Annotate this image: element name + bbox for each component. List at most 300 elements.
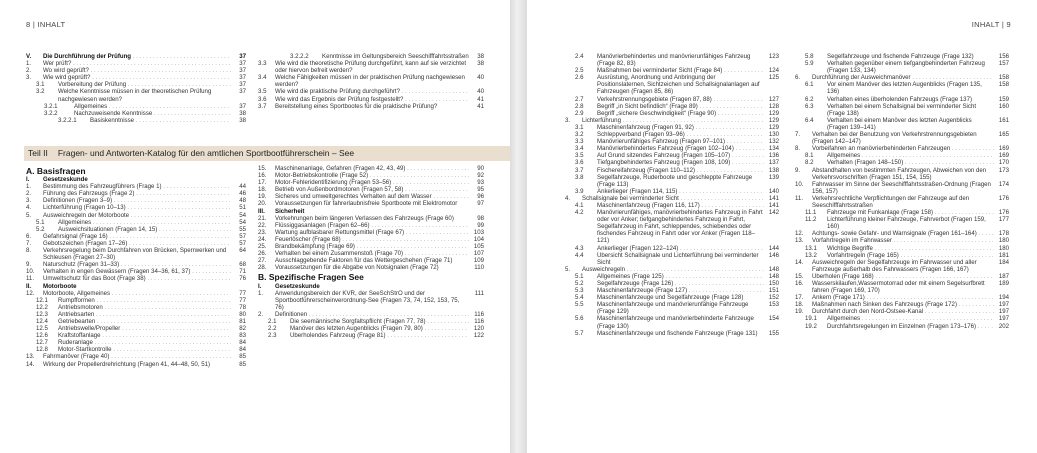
toc-entry-title: Fischereifahrzeug (Fragen 110–112) . . . (597, 167, 764, 174)
toc-entry-number: 3.5 (575, 152, 584, 160)
left-page (0, 0, 510, 453)
toc-entry-title: Verkehrsregelung beim Durchfahren von Brücken, Sperrwerken und Schleusen (Fragen 27–30) (43, 247, 227, 262)
toc-entry-page: 174 (998, 180, 1009, 188)
toc-column (795, 53, 1009, 330)
toc-entry-page: 155 (768, 329, 779, 337)
toc-entry-number: 26. (258, 250, 267, 258)
toc-entry-title: Wie wird die praktische Prüfung durchgeführt? . . . (275, 88, 469, 95)
toc-column (258, 165, 484, 339)
toc-entry-page: 146 (768, 251, 779, 259)
toc-entry-number: 12.3 (36, 310, 48, 318)
toc-entry-page: 37 (239, 53, 246, 60)
toc-entry-page: 197 (998, 308, 1009, 316)
toc-entry-page: 80 (239, 310, 246, 318)
toc-entry (258, 186, 484, 193)
toc-entry (565, 330, 779, 337)
toc-entry (795, 216, 1009, 230)
toc-entry (795, 230, 1009, 237)
toc-entry (565, 152, 779, 159)
toc-entry (565, 145, 779, 152)
toc-entry-title: Wie wird die theoretische Prüfung durchgeführt, kann auf sie verzichtet oder hiervon befreit werden? (275, 60, 467, 75)
toc-entry-page: 122 (473, 332, 484, 340)
toc-entry-number: 5.3 (575, 287, 584, 295)
toc-entry (565, 252, 779, 266)
toc-entry (795, 159, 1009, 166)
toc-entry-number: 5. (26, 211, 32, 219)
toc-entry-title: Motorboote, Allgemeines . . . (43, 290, 231, 297)
toc-entry-title: Motor-Betriebskontrolle (Frage 52) . . . (275, 172, 469, 179)
toc-entry (258, 96, 484, 103)
toc-entry-title: Fahrzeuge mit Funkanlage (Frage 158) . . . (827, 209, 994, 216)
toc-entry (26, 103, 246, 110)
toc-entry-page: 129 (768, 116, 779, 124)
toc-entry-number: 3.2.2.1 (58, 116, 77, 124)
toc-entry (565, 159, 779, 166)
toc-entry-title: Sicherheit (275, 207, 305, 215)
toc-entry-number: 18. (258, 186, 267, 194)
toc-entry-title: Maschinenfahrzeuge und manövrierbehinderte Fahrzeuge (Frage 130) (597, 315, 754, 330)
toc-entry (565, 167, 779, 174)
toc-entry-number: 2.9 (575, 109, 584, 117)
toc-entry-page: 125 (768, 74, 779, 82)
toc-entry-title: Begriff „sichere Geschwindigkeit“ (Frage 90) . . . (597, 110, 764, 117)
toc-entry-title: Überholen (Frage 168) . . . (812, 273, 994, 280)
toc-entry-page: 144 (768, 244, 779, 252)
toc-entry-title: Voraussetzungen für fahrerlaubnisfreie Sportboote mit Elektromotor (275, 200, 458, 208)
toc-entry-number: 12.6 (36, 332, 48, 340)
toc-entry (26, 60, 246, 67)
toc-entry (26, 74, 246, 81)
toc-entry-number: 12.4 (36, 317, 48, 325)
toc-entry (795, 245, 1009, 252)
toc-entry-number: 13.1 (805, 244, 817, 252)
toc-entry-title: Wasserskilaufen,Wassermotorrad oder mit einem Segelsurfbrett fahren (Fragen 169, 170) (812, 280, 985, 295)
toc-entry (565, 195, 779, 202)
toc-entry-title: Ausweichregeln . . . (582, 266, 764, 273)
toc-entry-page: 83 (239, 332, 246, 340)
toc-column (26, 53, 246, 124)
toc-entry-title: Wartung aufblasbarer Rettungsmittel (Frage 67) . . . (275, 229, 469, 236)
toc-entry-title: Definitionen (Fragen 3–9) . . . (43, 197, 231, 204)
toc-entry-title: Kraftstoffanlage . . . (58, 332, 231, 339)
toc-entry-number: 4.4 (575, 251, 584, 259)
toc-entry-title: Gesetzeskunde (275, 282, 320, 290)
toc-entry-page: 177 (998, 216, 1009, 224)
toc-entry (26, 304, 246, 311)
toc-entry-page: 151 (768, 287, 779, 295)
toc-entry (795, 74, 1009, 81)
toc-entry-number: 12.8 (36, 346, 48, 354)
toc-entry-page: 95 (477, 186, 484, 194)
toc-entry-number: 3.6 (575, 159, 584, 167)
toc-entry (26, 53, 246, 60)
toc-entry-number: 18. (795, 301, 804, 309)
toc-entry-number: 9. (795, 166, 801, 174)
toc-entry-title: Sicheres und umweltgerechtes Verhalten auf dem Wasser . . . (275, 193, 469, 200)
toc-entry (795, 259, 1009, 273)
toc-entry-number: 2.5 (575, 67, 584, 75)
toc-entry (795, 301, 1009, 308)
toc-entry-page: 176 (998, 209, 1009, 217)
toc-entry-number: 5.2 (575, 280, 584, 287)
toc-entry-number: 17. (258, 179, 267, 187)
toc-entry-page: 51 (239, 204, 246, 212)
toc-entry-page: 129 (768, 123, 779, 131)
toc-entry-number: 15. (258, 165, 267, 172)
toc-entry-page: 84 (239, 346, 246, 354)
toc-entry (258, 60, 484, 74)
toc-entry-title: Voraussetzungen für die Abgabe von Notsignalen (Frage 72) (275, 264, 439, 272)
toc-entry-title: Segelfahrzeuge (Frage 126) . . . (597, 280, 764, 287)
toc-entry-page: 107 (473, 250, 484, 258)
toc-entry (565, 287, 779, 294)
toc-entry-page: 84 (239, 339, 246, 347)
toc-entry-number: III. (258, 207, 265, 215)
toc-entry (795, 152, 1009, 159)
toc-entry-number: 3.2.2.2 (290, 53, 309, 60)
toc-entry-page: 77 (239, 289, 246, 297)
toc-entry (258, 264, 484, 271)
toc-entry-title: Maschinenfahrzeug (Fragen 91, 92) . . . (597, 124, 764, 131)
toc-entry-title: Vorfahrtregeln (Frage 165) . . . (827, 252, 994, 259)
toc-entry (565, 245, 779, 252)
toc-entry-number: 12.1 (36, 296, 48, 304)
toc-entry-page: 194 (998, 294, 1009, 302)
toc-entry-title: Bereitstellung eines Sportbootes für die praktische Prüfung? (275, 102, 438, 110)
toc-entry (258, 179, 484, 186)
toc-entry-number: 22. (258, 221, 267, 229)
toc-entry-number: 3.3 (258, 60, 267, 68)
toc-entry-title: Manöver des letzten Augenblicks (Fragen 79, 80) . . . (290, 325, 469, 332)
toc-entry-page: 37 (239, 60, 246, 68)
toc-entry-page: 141 (768, 194, 779, 202)
toc-entry-number: 4. (565, 194, 571, 202)
toc-entry (565, 74, 779, 95)
toc-entry-title: Ankern (Frage 171) . . . (812, 294, 994, 301)
toc-entry-number: 6.2 (805, 95, 814, 103)
toc-entry-title: Ankerlieger (Fragen 114, 115) . . . (597, 188, 764, 195)
toc-entry-title: Rumpfformen . . . (58, 297, 231, 304)
toc-entry-page: 154 (768, 315, 779, 323)
toc-entry-page: 71 (239, 268, 246, 276)
toc-entry (565, 202, 779, 209)
toc-entry-number: II. (26, 282, 32, 290)
toc-entry-title: Welche Kenntnisse müssen in der theoretischen Prüfung nachgewiesen werden? (58, 88, 212, 103)
toc-entry-page: 37 (239, 67, 246, 75)
toc-entry-number: 5.1 (36, 218, 45, 226)
toc-entry (26, 190, 246, 197)
toc-entry-page: 180 (998, 244, 1009, 252)
toc-entry-page: 181 (998, 251, 1009, 259)
toc-entry-page: 68 (239, 261, 246, 269)
toc-entry-number: 3.2.1 (44, 102, 58, 110)
toc-entry-number: 10. (795, 180, 804, 188)
toc-entry-number: 2. (26, 190, 32, 198)
toc-entry-number: 24. (258, 235, 267, 243)
toc-section-heading (258, 274, 484, 281)
toc-entry-page: 139 (768, 173, 779, 181)
toc-entry-page: 97 (477, 200, 484, 208)
toc-entry-title: Antriebsarten . . . (58, 311, 231, 318)
toc-entry-number: 14. (795, 258, 804, 266)
toc-entry (795, 60, 1009, 74)
toc-entry (258, 172, 484, 179)
toc-entry-title: Manövrierunfähiges, manövrierbehindertes Fahrzeug in Fahrt oder vor Anker; tiefgangbehindertes Fahrzeug in Fahrt, Segelfahrzeug in Fahrt, schleppendes, schiebendes oder fischendes Fahrzeug in Fahrt oder vor Anker (Fragen 118–121) (597, 209, 763, 245)
toc-entry-page: 85 (239, 353, 246, 361)
toc-entry-title: Schallsignale bei verminderter Sicht . . . (582, 195, 764, 202)
toc-entry-number: 13. (795, 237, 804, 245)
toc-entry (26, 110, 246, 117)
toc-entry-number: 3.2 (575, 131, 584, 139)
toc-entry-title: Allgemeines . . . (58, 219, 231, 226)
toc-entry-number: 2.3 (268, 332, 277, 340)
toc-entry-title: Führung des Fahrzeugs (Frage 2) . . . (43, 190, 231, 197)
toc-entry-title: Wie wird das Ergebnis der Prüfung festgestellt? . . . (275, 96, 469, 103)
toc-entry-page: 37 (239, 74, 246, 82)
toc-entry-title: Durchfahrtsregelungen im Einzelnen (Fragen 173–176) . . . (827, 323, 994, 330)
toc-entry (258, 243, 484, 250)
part-number: Teil II (28, 148, 48, 158)
toc-entry-page: 148 (768, 265, 779, 273)
toc-entry (26, 233, 246, 240)
toc-column (565, 53, 779, 337)
toc-entry-page: 111 (474, 289, 484, 297)
toc-entry (258, 193, 484, 200)
toc-entry-page: 98 (477, 214, 484, 222)
toc-entry-title: Ankerlieger (Fragen 122–124) . . . (597, 245, 764, 252)
toc-entry-title: Maschinenfahrzeuge und fischende Fahrzeuge (Frage 131) (597, 329, 758, 337)
toc-entry (565, 53, 779, 67)
toc-entry-page: 116 (474, 310, 484, 318)
toc-entry-title: Ausweichregeln der Motorboote . . . (43, 212, 231, 219)
toc-entry-title: Allgemeines . . . (827, 315, 994, 322)
toc-entry-title: Übersicht Schallsignale und Lichterführung bei verminderter Sicht (597, 251, 759, 266)
toc-entry-page: 48 (239, 197, 246, 205)
toc-entry (26, 311, 246, 318)
toc-entry-title: Kenntnisse im Geltungsbereich Seeschifffahrtsstraßen (322, 53, 469, 60)
toc-entry (565, 96, 779, 103)
toc-entry-title: Vorbereitung der Prüfung . . . (58, 81, 231, 88)
toc-entry-number: 2. (26, 67, 32, 75)
toc-entry-page: 161 (998, 116, 1009, 124)
toc-entry-page: 170 (998, 159, 1009, 167)
toc-entry-number: 4.2 (575, 209, 584, 217)
toc-entry-title: Ausweichregeln der Segelfahrzeuge im Fahrwasser und aller Fahrzeuge außerhalb des Fahrwassers (Fragen 166, 167) (812, 258, 977, 273)
toc-entry (258, 229, 484, 236)
toc-entry-page: 189 (998, 280, 1009, 287)
toc-entry-title: Abstandhalten von bestimmten Fahrzeugen, Abweichen von den Verkehrsvorschriften (Fragen 151, 154, 155) (812, 166, 987, 181)
toc-entry-title: Begriff „in Sicht befindlich“ (Frage 89) . . . (597, 103, 764, 110)
toc-entry (565, 103, 779, 110)
toc-entry-number: 12.2 (36, 303, 48, 311)
toc-entry-page: 130 (768, 131, 779, 139)
toc-entry-number: 2.8 (575, 102, 584, 110)
toc-column (26, 165, 246, 368)
toc-entry-page: 40 (477, 88, 484, 96)
toc-entry (26, 290, 246, 297)
toc-entry-page: 37 (239, 81, 246, 89)
toc-entry-title: Tiefgangbehindertes Fahrzeug (Fragen 108, 109) . . . (597, 159, 764, 166)
part-title: Fragen- und Antworten-Katalog für den amtlichen Sportbootführerschein – See (57, 148, 355, 158)
toc-entry-title: Verhalten in engen Gewässern (Fragen 34–36, 61, 37) . . . (43, 268, 231, 275)
toc-entry-title: Motorboote (43, 282, 77, 290)
toc-entry-title: Durchfahrt durch den Nord-Ostsee-Kanal . . . (812, 308, 994, 315)
toc-entry-page: 85 (239, 360, 246, 368)
toc-entry (258, 290, 484, 311)
toc-entry (795, 145, 1009, 152)
toc-entry-number: 3.2.2 (44, 109, 58, 117)
toc-entry-number: 11. (795, 194, 804, 202)
toc-entry (258, 88, 484, 95)
toc-entry-number: 3.1 (575, 123, 584, 131)
toc-entry-page: 127 (768, 95, 779, 103)
toc-entry (258, 165, 484, 172)
toc-entry-number: 13.2 (805, 251, 817, 259)
toc-entry (26, 361, 246, 368)
toc-entry (258, 325, 484, 332)
toc-entry-number: 11. (26, 275, 35, 283)
toc-entry-number: 19. (795, 308, 804, 316)
toc-entry (258, 215, 484, 222)
toc-entry-title: Allgemeines . . . (827, 152, 994, 159)
page-header-right: INHALT | 9 (971, 20, 1011, 29)
toc-entry (26, 212, 246, 219)
toc-entry (26, 325, 246, 332)
toc-entry-title: Verhalten bei der Benutzung von Verkehrstrennungsgebieten (Fragen 142–147) (812, 131, 977, 146)
toc-entry-page: 104 (473, 235, 484, 243)
toc-entry-number: 2.2 (268, 325, 277, 333)
toc-entry-number: 16. (258, 172, 267, 180)
toc-entry (565, 67, 779, 74)
toc-entry-title: Wie wird geprüft? . . . (43, 74, 231, 81)
toc-entry (565, 209, 779, 244)
toc-entry-title: Basiskenntnisse . . . (90, 117, 231, 124)
right-page (527, 0, 1037, 453)
toc-entry-number: 15. (795, 272, 804, 280)
toc-entry-number: 1. (26, 183, 32, 191)
toc-entry-title: Fahrmanöver (Frage 40) . . . (43, 353, 231, 360)
book-gutter (510, 0, 527, 453)
toc-entry-title: Maschinenfahrzeuge und Segelfahrzeuge (Frage 128) (597, 294, 744, 302)
toc-entry-page: 187 (998, 272, 1009, 280)
toc-entry-number: 5.4 (575, 294, 584, 302)
toc-entry (258, 53, 484, 60)
toc-entry-title: Auf Grund sitzendes Fahrzeug (Fragen 105–107) . . . (597, 152, 764, 159)
toc-entry-page: 132 (768, 138, 779, 146)
toc-entry (26, 226, 246, 233)
toc-entry-page: 103 (473, 228, 484, 236)
toc-entry-title: Maschinenanlage, Gefahren (Fragen 42, 43, 49) . . . (275, 165, 469, 172)
toc-entry-number: 5.6 (575, 315, 584, 323)
toc-entry-page: 57 (239, 239, 246, 247)
toc-entry-number: 12.5 (36, 325, 48, 333)
toc-entry-number: 11.1 (805, 209, 817, 217)
toc-entry-title: Wer prüft? . . . (43, 60, 231, 67)
toc-entry-page: 38 (239, 109, 246, 117)
toc-entry-number: 4.3 (575, 244, 584, 252)
toc-entry-page: 165 (998, 131, 1009, 139)
toc-entry-title: A. Basisfragen (26, 168, 86, 176)
toc-entry-number: 8. (26, 247, 32, 255)
toc-entry-page: 55 (239, 225, 246, 233)
toc-entry-page: 138 (768, 166, 779, 174)
toc-entry (795, 252, 1009, 259)
toc-entry-number: 6. (26, 232, 32, 240)
toc-entry-page: 93 (477, 179, 484, 187)
toc-entry-title: Manövrierbehindertes Fahrzeug (Fragen 102–104) . . . (597, 145, 764, 152)
toc-entry-page: 40 (477, 74, 484, 82)
toc-entry (258, 200, 484, 207)
toc-entry (795, 323, 1009, 330)
toc-entry-number: 3.4 (575, 145, 584, 153)
toc-entry-number: 6. (795, 74, 801, 82)
toc-entry-number: 25. (258, 243, 267, 251)
toc-entry-title: Betrieb von Außenbordmotoren (Fragen 57, 58) . . . (275, 186, 469, 193)
toc-entry-title: Verkehrsrechtliche Verpflichtungen der Fahrzeuge auf den Seeschifffahrtsstraßen (812, 194, 970, 209)
toc-entry (258, 283, 484, 290)
toc-entry-title: Maschinenfahrzeuge und manövrierunfähige Fahrzeuge (Frage 129) (597, 301, 749, 316)
toc-entry-page: 78 (239, 303, 246, 311)
toc-entry-page: 173 (998, 166, 1009, 174)
toc-entry-title: Ruderanlage . . . (58, 339, 231, 346)
toc-entry-number: 4. (26, 204, 32, 212)
toc-entry-page: 157 (998, 60, 1009, 68)
toc-entry (26, 339, 246, 346)
toc-entry-page: 123 (768, 53, 779, 60)
toc-entry (26, 247, 246, 261)
toc-entry-page: 184 (998, 258, 1009, 266)
toc-entry-title: Anwendungsbereich der KVR, der SeeSchStrO und der Sportbootführerscheinverordnung-See (Fragen 73, 74, 152, 153, 75, 76) (275, 289, 460, 311)
toc-entry-page: 160 (998, 102, 1009, 110)
toc-entry (26, 204, 246, 211)
toc-entry-title: Nachzuweisende Kenntnisse . . . (74, 110, 231, 117)
toc-entry-title: Getriebearten . . . (58, 318, 231, 325)
toc-entry-title: Allgemeines (Frage 125) . . . (597, 273, 764, 280)
toc-entry-number: 5.2 (36, 225, 45, 233)
toc-entry (26, 297, 246, 304)
toc-entry-number: 17. (795, 294, 804, 302)
toc-entry-title: Vorbeifahren an manövrierbehinderten Fahrzeugen . . . (812, 145, 994, 152)
toc-entry-page: 109 (473, 257, 484, 265)
toc-entry-number: 8.1 (805, 152, 814, 160)
toc-entry-number: 6.4 (805, 116, 814, 124)
toc-entry-page: 180 (998, 237, 1009, 245)
toc-entry-page: 141 (768, 201, 779, 209)
toc-entry-page: 148 (768, 272, 779, 280)
toc-entry-title: Brandbekämpfung (Frage 69) . . . (275, 243, 469, 250)
toc-entry-page: 96 (477, 193, 484, 201)
toc-entry (26, 240, 246, 247)
toc-entry-title: Vorkehrungen beim längeren Verlassen des Fahrzeugs (Frage 60) (275, 214, 454, 222)
toc-entry-page: 41 (477, 102, 484, 110)
toc-entry-number: 3. (26, 74, 32, 82)
toc-entry-title: Überholendes Fahrzeug (Frage 81) . . . (290, 332, 469, 339)
toc-entry-page: 81 (239, 317, 246, 325)
toc-entry-number: 3.2 (36, 88, 45, 96)
toc-entry-number: 2.1 (268, 317, 277, 325)
toc-entry-title: Allgemeines . . . (74, 103, 231, 110)
toc-entry-page: 64 (239, 247, 246, 255)
toc-entry-page: 38 (477, 60, 484, 68)
toc-entry-page: 76 (239, 275, 246, 283)
toc-entry-number: 23. (258, 228, 267, 236)
toc-entry (795, 209, 1009, 216)
toc-entry-title: Antriebswelle/Propeller . . . (58, 325, 231, 332)
toc-entry (795, 53, 1009, 60)
toc-entry-title: Wo wird geprüft? . . . (43, 67, 231, 74)
toc-entry-number: 11.2 (805, 216, 817, 224)
toc-entry-page: 37 (239, 102, 246, 110)
